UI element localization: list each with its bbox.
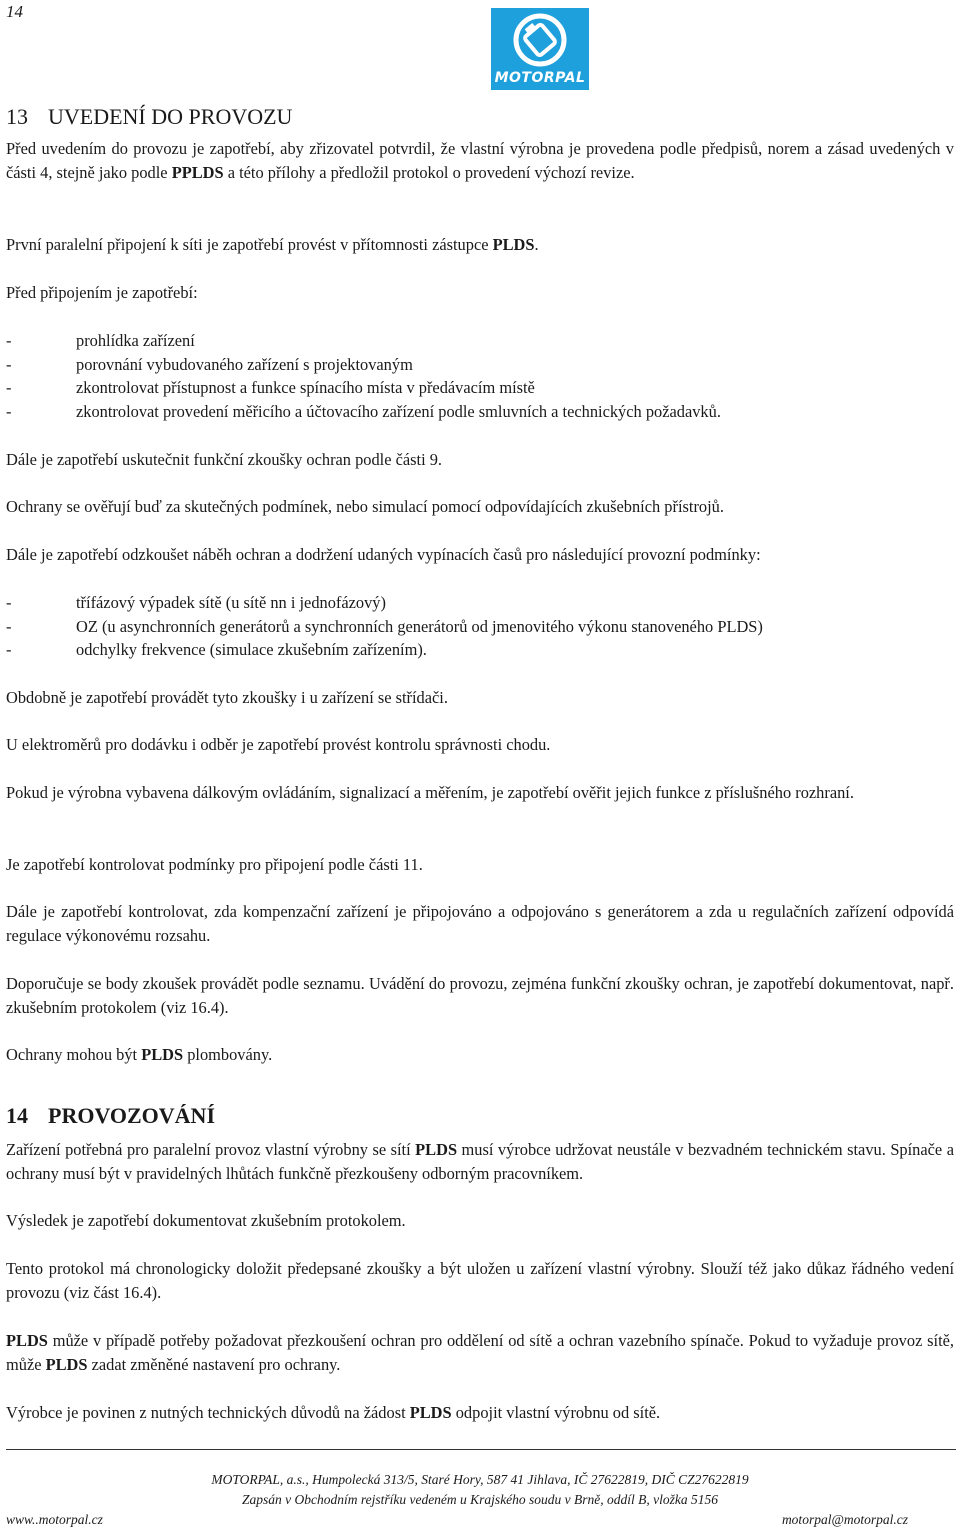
s13-paragraph-10: Je zapotřebí kontrolovat podmínky pro připojení podle části 11. <box>6 855 423 874</box>
s13-paragraph-3: Před připojením je zapotřebí: <box>6 283 198 302</box>
s14-paragraph-5 <box>6 1401 954 1425</box>
s13-paragraph-2 <box>6 233 954 257</box>
section-14-heading <box>6 1103 215 1129</box>
text-run: Před uvedením do provozu je zapotřebí, aby zřizovatel potvrdil, že vlastní výrobna je provedena podle předpisů, norem a zásad uvedených v části 4, stejně jako podle <box>6 139 954 182</box>
section-14-title: PROVOZOVÁNÍ <box>48 1103 216 1128</box>
page-number: 14 <box>6 2 23 21</box>
s14-paragraph-3: Tento protokol má chronologicky doložit předepsané zkoušky a být uložen u zařízení vlastní výrobny. Slouží též jako důkaz řádného vedení provozu (viz část 16.4). <box>6 1259 954 1302</box>
text-run: odpojit vlastní výrobnu od sítě. <box>451 1403 661 1422</box>
list-item: - prohlídka zařízení <box>6 331 195 350</box>
list-item-text: třífázový výpadek sítě (u sítě nn i jednofázový) <box>76 593 386 612</box>
list-item-text: odchylky frekvence (simulace zkušebním zařízením). <box>76 640 427 659</box>
text-run: První paralelní připojení k síti je zapotřebí provést v přítomnosti zástupce <box>6 235 493 254</box>
text-run: a této přílohy a předložil protokol o provedení výchozí revize. <box>223 162 635 182</box>
footer-email-link[interactable]: motorpal@motorpal.cz <box>781 1512 908 1527</box>
s13-paragraph-13 <box>6 1043 954 1067</box>
bold-run: PLDS <box>6 1331 48 1350</box>
s13-paragraph-12: Doporučuje se body zkoušek provádět podle seznamu. Uvádění do provozu, zejména funkční zkoušky ochran, je zapotřebí dokumentovat, např. zkušebním protokolem (viz 16.4). <box>6 974 954 1017</box>
bold-run: PLDS <box>141 1045 184 1064</box>
s13-paragraph-1 <box>6 137 954 184</box>
section-14-number: 14 <box>6 1103 28 1128</box>
text-run: může v případě potřeby požadovat přezkoušení ochran pro oddělení od sítě a ochran vazebního spínače. Pokud to vyžaduje provoz sítě, může <box>6 1331 954 1374</box>
footer-website-link[interactable]: www..motorpal.cz <box>6 1512 103 1527</box>
bold-run: PLDS <box>45 1354 88 1374</box>
text-run: . <box>534 235 539 254</box>
motorpal-logo <box>491 8 589 90</box>
text-run: zadat změněné nastavení pro ochrany. <box>87 1354 341 1374</box>
s13-paragraph-4: Dále je zapotřebí uskutečnit funkční zkoušky ochran podle části 9. <box>6 450 443 469</box>
footer-divider <box>6 1449 956 1450</box>
list-item: - odchylky frekvence (simulace zkušebním zařízením). <box>6 640 427 659</box>
pre-connection-checklist <box>6 329 954 423</box>
text-run: Výrobce je povinen z nutných technických důvodů na žádost <box>6 1403 410 1422</box>
bold-run: PLDS <box>415 1140 458 1159</box>
list-item: - zkontrolovat přístupnost a funkce spínacího místa v předávacím místě <box>6 378 535 397</box>
list-item-text: porovnání vybudovaného zařízení s projektovaným <box>76 354 413 374</box>
logo-text: MOTORPAL <box>494 70 586 86</box>
footer-company-line: MOTORPAL, a.s., Humpolecká 313/5, Staré Hory, 587 41 Jihlava, IČ 27622819, DIČ CZ27622819 <box>211 1472 749 1487</box>
list-item: - zkontrolovat provedení měřicího a účtovacího zařízení podle smluvních a technických požadavků. <box>6 401 721 421</box>
text-run: musí výrobce udržovat neustále v bezvadném technickém stavu. Spínače a ochrany musí být v pravidelných lhůtách funkčně přezkoušeny odborným pracovníkem. <box>6 1140 954 1183</box>
list-item-text: prohlídka zařízení <box>76 331 195 350</box>
bold-run: PLDS <box>492 235 535 254</box>
s13-paragraph-11: Dále je zapotřebí kontrolovat, zda kompenzační zařízení je připojováno a odpojováno s generátorem a zda u regulačních zařízení odpovídá regulace výkonovému rozsahu. <box>6 902 954 945</box>
list-item-text: OZ (u asynchronních generátorů a synchronních generátorů od jmenovitého výkonu stanoveného PLDS) <box>76 616 763 636</box>
s13-paragraph-8: U elektroměrů pro dodávku i odběr je zapotřebí provést kontrolu správnosti chodu. <box>6 735 551 754</box>
s14-paragraph-1 <box>6 1138 954 1185</box>
text-run: plombovány. <box>183 1045 273 1064</box>
list-item-text: zkontrolovat provedení měřicího a účtovacího zařízení podle smluvních a technických požadavků. <box>76 401 721 421</box>
s13-paragraph-6: Dále je zapotřebí odzkoušet náběh ochran a dodržení udaných vypínacích časů pro následující provozní podmínky: <box>6 545 761 564</box>
s13-paragraph-9: Pokud je výrobna vybavena dálkovým ovládáním, signalizací a měřením, je zapotřebí ověřit jejich funkce z příslušného rozhraní. <box>6 783 854 802</box>
test-conditions-list <box>6 591 954 662</box>
list-item-text: zkontrolovat přístupnost a funkce spínacího místa v předávacím místě <box>76 378 535 397</box>
section-13-heading <box>6 104 292 130</box>
list-item: - OZ (u asynchronních generátorů a synchronních generátorů od jmenovitého výkonu stanoveného PLDS) <box>6 616 763 636</box>
footer-registry-line: Zapsán v Obchodním rejstříku vedeném u Krajského soudu v Brně, oddíl B, vložka 5156 <box>241 1492 719 1507</box>
bold-run: PPLDS <box>171 162 224 182</box>
text-run: Zařízení potřebná pro paralelní provoz vlastní výrobny se sítí <box>6 1140 416 1159</box>
list-item: - třífázový výpadek sítě (u sítě nn i jednofázový) <box>6 593 386 612</box>
s13-paragraph-7: Obdobně je zapotřebí provádět tyto zkoušky i u zařízení se střídači. <box>6 688 448 707</box>
s14-paragraph-2: Výsledek je zapotřebí dokumentovat zkušebním protokolem. <box>6 1211 406 1230</box>
text-run: Ochrany mohou být <box>6 1045 142 1064</box>
bold-run: PLDS <box>409 1403 452 1422</box>
s14-paragraph-4 <box>6 1329 954 1376</box>
s13-paragraph-5: Ochrany se ověřují buď za skutečných podmínek, nebo simulací pomocí odpovídajících zkušebních přístrojů. <box>6 497 724 516</box>
section-13-number: 13 <box>6 104 28 129</box>
list-item: - porovnání vybudovaného zařízení s projektovaným <box>6 354 413 374</box>
section-13-title: UVEDENÍ DO PROVOZU <box>48 104 293 129</box>
